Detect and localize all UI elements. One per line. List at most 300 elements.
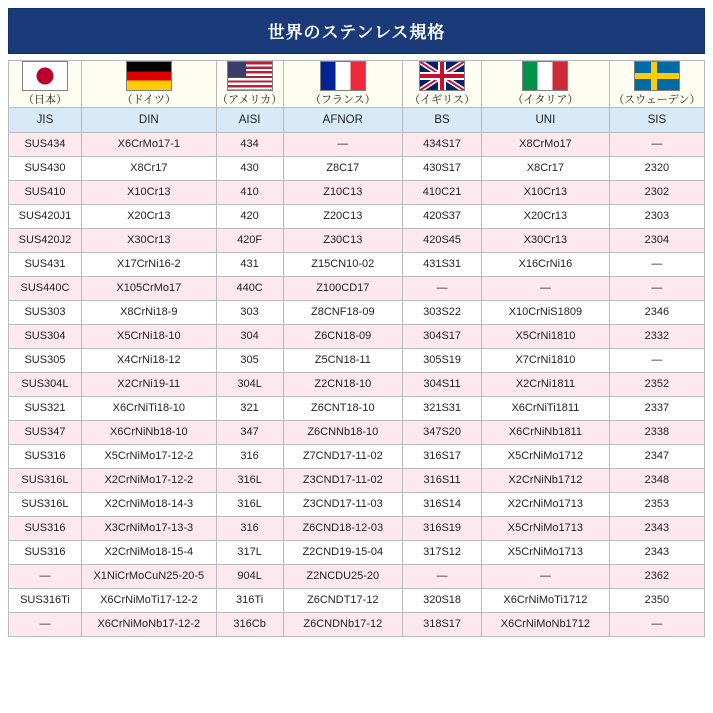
- cell-value: X4CrNi18-12: [117, 354, 181, 367]
- cell-value: 434: [240, 138, 259, 151]
- standard-label: UNI: [535, 113, 556, 126]
- cell-value: 316: [240, 450, 259, 463]
- cell-value: Z7CND17-11-02: [302, 450, 383, 463]
- table-row: [9, 133, 705, 157]
- cell-value: X5CrNiMo1713: [507, 546, 583, 559]
- table-cell: [216, 397, 283, 421]
- cell-value: 316Ti: [236, 594, 264, 607]
- table-cell: [609, 301, 704, 325]
- table-cell: [9, 253, 82, 277]
- table-row: [9, 445, 705, 469]
- cell-value: 904L: [237, 570, 262, 583]
- table-cell: [216, 133, 283, 157]
- table-cell: [9, 133, 82, 157]
- table-cell: [403, 229, 482, 253]
- cell-value: 2337: [644, 402, 670, 415]
- cell-value: 2348: [644, 474, 670, 487]
- table-cell: [609, 229, 704, 253]
- table-cell: [609, 613, 704, 637]
- standard-header-cell: [81, 108, 216, 133]
- table-cell: [216, 229, 283, 253]
- cell-value: 2347: [644, 450, 670, 463]
- table-cell: [216, 157, 283, 181]
- table-row: [9, 325, 705, 349]
- cell-value: SUS420J1: [18, 210, 72, 223]
- cell-value: X6CrNiNb18-10: [109, 426, 188, 439]
- table-cell: [609, 373, 704, 397]
- table-row: [9, 301, 705, 325]
- table-cell: [216, 181, 283, 205]
- standard-label: BS: [434, 113, 450, 126]
- table-cell: [283, 493, 403, 517]
- cell-value: X1NiCrMoCuN25-20-5: [93, 570, 205, 583]
- table-cell: [81, 133, 216, 157]
- table-cell: [283, 133, 403, 157]
- cell-value: 420S45: [423, 234, 462, 247]
- standard-header-cell: [9, 108, 82, 133]
- cell-value: Z3CND17-11-03: [302, 498, 383, 511]
- table-cell: [482, 493, 610, 517]
- table-cell: [609, 157, 704, 181]
- table-cell: [9, 493, 82, 517]
- table-cell: [216, 469, 283, 493]
- cell-value: X5CrNiMo1712: [507, 450, 583, 463]
- standard-label: SIS: [647, 113, 667, 126]
- table-cell: [9, 277, 82, 301]
- cell-value: Z20C13: [323, 210, 363, 223]
- table-cell: [216, 421, 283, 445]
- table-cell: [403, 277, 482, 301]
- table-cell: [283, 421, 403, 445]
- table-cell: [81, 205, 216, 229]
- cell-value: Z2CN18-10: [314, 378, 372, 391]
- table-cell: [403, 157, 482, 181]
- table-cell: [81, 493, 216, 517]
- table-cell: [403, 133, 482, 157]
- cell-value: Z5CN18-11: [314, 354, 371, 367]
- cell-value: 304S11: [423, 378, 461, 391]
- table-cell: [403, 397, 482, 421]
- country-label: （イギリス）: [409, 94, 475, 107]
- standard-header-cell: [283, 108, 403, 133]
- cell-value: X6CrNiMoNb17-12-2: [97, 618, 201, 631]
- cell-value: —: [651, 618, 663, 631]
- standard-label: JIS: [36, 113, 54, 126]
- table-cell: [81, 421, 216, 445]
- cell-value: —: [651, 354, 663, 367]
- cell-value: SUS410: [24, 186, 66, 199]
- table-cell: [216, 277, 283, 301]
- cell-value: Z10C13: [323, 186, 363, 199]
- cell-value: X2CrNiMo18-15-4: [104, 546, 194, 559]
- cell-value: X6CrNiTi1811: [511, 402, 580, 415]
- table-cell: [81, 229, 216, 253]
- cell-value: SUS304: [24, 330, 66, 343]
- country-header-cell: [283, 61, 403, 108]
- cell-value: Z6CND18-12-03: [302, 522, 384, 535]
- table-cell: [9, 541, 82, 565]
- cell-value: 316S19: [423, 522, 462, 535]
- cell-value: X6CrNiMoTi1712: [503, 594, 588, 607]
- table-cell: [482, 517, 610, 541]
- cell-value: SUS316L: [21, 498, 69, 511]
- cell-value: —: [39, 618, 51, 631]
- table-cell: [81, 253, 216, 277]
- cell-value: X7CrNi1810: [515, 354, 576, 367]
- cell-value: Z3CND17-11-02: [302, 474, 383, 487]
- table-row: [9, 181, 705, 205]
- table-cell: [9, 589, 82, 613]
- table-cell: [609, 589, 704, 613]
- table-cell: [81, 445, 216, 469]
- cell-value: SUS305: [24, 354, 66, 367]
- cell-value: 2320: [644, 162, 670, 175]
- cell-value: 2353: [644, 498, 670, 511]
- cell-value: 320S18: [423, 594, 462, 607]
- cell-value: X2CrNi1811: [515, 378, 575, 391]
- country-label: （スウェーデン）: [613, 94, 701, 107]
- cell-value: 316Cb: [233, 618, 266, 631]
- table-cell: [482, 325, 610, 349]
- table-cell: [403, 613, 482, 637]
- table-cell: [81, 397, 216, 421]
- table-row: [9, 541, 705, 565]
- cell-value: 410: [240, 186, 259, 199]
- country-header-row: [9, 61, 705, 108]
- cell-value: SUS347: [24, 426, 66, 439]
- table-cell: [403, 373, 482, 397]
- table-cell: [609, 541, 704, 565]
- cell-value: SUS321: [24, 402, 66, 415]
- cell-value: 303S22: [423, 306, 462, 319]
- table-cell: [403, 565, 482, 589]
- table-cell: [9, 565, 82, 589]
- page-title: 世界のステンレス規格: [8, 8, 705, 54]
- table-cell: [81, 613, 216, 637]
- cell-value: 316S11: [423, 474, 461, 487]
- cell-value: X5CrNi18-10: [117, 330, 181, 343]
- cell-value: Z100CD17: [316, 282, 370, 295]
- table-cell: [9, 469, 82, 493]
- table-cell: [403, 349, 482, 373]
- table-cell: [81, 589, 216, 613]
- table-cell: [283, 589, 403, 613]
- cell-value: SUS420J2: [18, 234, 72, 247]
- cell-value: —: [337, 138, 349, 151]
- table-cell: [609, 349, 704, 373]
- cell-value: 316S17: [423, 450, 462, 463]
- table-cell: [403, 493, 482, 517]
- table-cell: [9, 301, 82, 325]
- standard-header-cell: [482, 108, 610, 133]
- table-row: [9, 397, 705, 421]
- table-cell: [609, 445, 704, 469]
- cell-value: 431S31: [423, 258, 462, 271]
- table-cell: [216, 541, 283, 565]
- table-cell: [283, 349, 403, 373]
- table-cell: [283, 517, 403, 541]
- cell-value: 2343: [644, 546, 670, 559]
- table-cell: [609, 397, 704, 421]
- table-cell: [216, 301, 283, 325]
- cell-value: 316L: [237, 474, 262, 487]
- cell-value: 2346: [644, 306, 670, 319]
- table-cell: [482, 133, 610, 157]
- table-cell: [283, 301, 403, 325]
- table-cell: [216, 445, 283, 469]
- country-header-cell: [482, 61, 610, 108]
- table-cell: [216, 205, 283, 229]
- uk-flag: [419, 61, 465, 91]
- table-cell: [283, 565, 403, 589]
- table-cell: [482, 613, 610, 637]
- table-row: [9, 469, 705, 493]
- cell-value: 2332: [644, 330, 670, 343]
- table-row: [9, 517, 705, 541]
- cell-value: 321S31: [423, 402, 462, 415]
- table-cell: [609, 517, 704, 541]
- cell-value: X8Cr17: [130, 162, 168, 175]
- cell-value: SUS316Ti: [20, 594, 70, 607]
- cell-value: X2CrNiMo17-12-2: [104, 474, 194, 487]
- cell-value: X8CrMo17: [519, 138, 572, 151]
- table-cell: [609, 493, 704, 517]
- cell-value: SUS316L: [21, 474, 69, 487]
- cell-value: 2304: [644, 234, 670, 247]
- cell-value: 431: [240, 258, 259, 271]
- table-cell: [403, 253, 482, 277]
- cell-value: 434S17: [423, 138, 462, 151]
- table-cell: [81, 277, 216, 301]
- cell-value: 347: [240, 426, 259, 439]
- table-cell: [482, 565, 610, 589]
- cell-value: 2350: [644, 594, 670, 607]
- cell-value: Z6CNT18-10: [311, 402, 375, 415]
- cell-value: —: [436, 570, 448, 583]
- cell-value: 317L: [237, 546, 262, 559]
- table-cell: [609, 205, 704, 229]
- cell-value: SUS316: [24, 450, 66, 463]
- japan-flag: [22, 61, 68, 91]
- table-cell: [482, 541, 610, 565]
- table-cell: [482, 157, 610, 181]
- table-cell: [9, 421, 82, 445]
- table-cell: [283, 373, 403, 397]
- standard-header-row: [9, 108, 705, 133]
- cell-value: 2302: [644, 186, 670, 199]
- cell-value: 303: [240, 306, 259, 319]
- table-cell: [482, 277, 610, 301]
- germany-flag: [126, 61, 172, 91]
- table-cell: [216, 613, 283, 637]
- cell-value: 2352: [644, 378, 670, 391]
- table-row: [9, 613, 705, 637]
- cell-value: —: [651, 282, 663, 295]
- table-cell: [482, 229, 610, 253]
- table-row: [9, 205, 705, 229]
- table-row: [9, 157, 705, 181]
- standard-header-cell: [609, 108, 704, 133]
- cell-value: X5CrNiMo17-12-2: [104, 450, 194, 463]
- table-cell: [81, 181, 216, 205]
- table-cell: [609, 469, 704, 493]
- standard-header-cell: [216, 108, 283, 133]
- cell-value: X3CrNiMo17-13-3: [104, 522, 194, 535]
- table-cell: [609, 253, 704, 277]
- cell-value: 430S17: [423, 162, 462, 175]
- cell-value: X20Cr13: [127, 210, 171, 223]
- standard-label: DIN: [138, 113, 159, 126]
- table-body: [9, 61, 705, 637]
- table-cell: [9, 397, 82, 421]
- table-cell: [81, 325, 216, 349]
- cell-value: X2CrNiNb1712: [508, 474, 583, 487]
- cell-value: X2CrNi19-11: [117, 378, 181, 391]
- cell-value: X16CrNi16: [518, 258, 573, 271]
- table-cell: [216, 517, 283, 541]
- cell-value: 410C21: [422, 186, 462, 199]
- cell-value: 2303: [644, 210, 670, 223]
- cell-value: Z2NCDU25-20: [306, 570, 380, 583]
- cell-value: 316L: [237, 498, 262, 511]
- cell-value: SUS440C: [20, 282, 70, 295]
- cell-value: 440C: [236, 282, 263, 295]
- table-row: [9, 421, 705, 445]
- table-cell: [9, 229, 82, 253]
- table-cell: [403, 325, 482, 349]
- table-cell: [216, 253, 283, 277]
- table-cell: [9, 181, 82, 205]
- cell-value: 305S19: [423, 354, 462, 367]
- table-row: [9, 277, 705, 301]
- table-cell: [482, 301, 610, 325]
- table-cell: [609, 565, 704, 589]
- table-cell: [482, 253, 610, 277]
- table-cell: [403, 589, 482, 613]
- table-cell: [609, 325, 704, 349]
- table-cell: [9, 373, 82, 397]
- table-cell: [81, 349, 216, 373]
- table-cell: [216, 565, 283, 589]
- table-row: [9, 493, 705, 517]
- cell-value: —: [539, 570, 551, 583]
- cell-value: X6CrNiTi18-10: [112, 402, 185, 415]
- cell-value: 304: [240, 330, 259, 343]
- cell-value: 318S17: [423, 618, 462, 631]
- table-cell: [403, 469, 482, 493]
- cell-value: Z8CNF18-09: [311, 306, 375, 319]
- table-cell: [283, 253, 403, 277]
- table-cell: [81, 517, 216, 541]
- table-cell: [283, 157, 403, 181]
- sweden-flag: [634, 61, 680, 91]
- table-cell: [9, 445, 82, 469]
- table-cell: [283, 541, 403, 565]
- cell-value: 430: [240, 162, 259, 175]
- cell-value: Z2CND19-15-04: [302, 546, 384, 559]
- table-cell: [283, 469, 403, 493]
- cell-value: Z6CN18-09: [314, 330, 372, 343]
- table-cell: [482, 421, 610, 445]
- cell-value: X2CrNiMo1713: [507, 498, 583, 511]
- cell-value: —: [651, 258, 663, 271]
- cell-value: Z6CNNb18-10: [307, 426, 379, 439]
- cell-value: SUS434: [24, 138, 66, 151]
- cell-value: X10Cr13: [523, 186, 568, 199]
- cell-value: 316: [240, 522, 259, 535]
- cell-value: 316S14: [423, 498, 462, 511]
- table-cell: [216, 349, 283, 373]
- country-header-cell: [609, 61, 704, 108]
- table-cell: [9, 517, 82, 541]
- cell-value: 347S20: [423, 426, 462, 439]
- table-cell: [482, 349, 610, 373]
- cell-value: SUS316: [24, 546, 66, 559]
- table-cell: [81, 373, 216, 397]
- cell-value: 420S37: [423, 210, 462, 223]
- table-cell: [283, 445, 403, 469]
- table-cell: [9, 157, 82, 181]
- cell-value: SUS430: [24, 162, 66, 175]
- cell-value: SUS303: [24, 306, 66, 319]
- standard-label: AISI: [238, 113, 261, 126]
- table-cell: [81, 565, 216, 589]
- table-cell: [482, 469, 610, 493]
- cell-value: 2343: [644, 522, 670, 535]
- table-cell: [81, 301, 216, 325]
- country-header-cell: [81, 61, 216, 108]
- table-cell: [216, 493, 283, 517]
- cell-value: 420F: [237, 234, 263, 247]
- table-row: [9, 373, 705, 397]
- country-label: （日本）: [22, 94, 67, 107]
- cell-value: 321: [240, 402, 259, 415]
- cell-value: X5CrNiMo1713: [507, 522, 583, 535]
- cell-value: X8CrNi18-9: [120, 306, 178, 319]
- table-cell: [482, 445, 610, 469]
- table-cell: [283, 205, 403, 229]
- table-cell: [403, 301, 482, 325]
- table-cell: [283, 181, 403, 205]
- cell-value: X17CrNi16-2: [117, 258, 181, 271]
- table-cell: [9, 349, 82, 373]
- cell-value: X10Cr13: [127, 186, 171, 199]
- cell-value: X2CrNiMo18-14-3: [104, 498, 194, 511]
- table-row: [9, 349, 705, 373]
- cell-value: X5CrNi1810: [515, 330, 576, 343]
- table-cell: [403, 517, 482, 541]
- table-cell: [9, 205, 82, 229]
- france-flag: [320, 61, 366, 91]
- table-cell: [403, 421, 482, 445]
- table-cell: [482, 397, 610, 421]
- table-row: [9, 589, 705, 613]
- table-cell: [609, 181, 704, 205]
- cell-value: X105CrMo17: [116, 282, 182, 295]
- cell-value: X6CrNiNb1811: [508, 426, 582, 439]
- table-cell: [482, 373, 610, 397]
- table-cell: [81, 157, 216, 181]
- cell-value: X10CrNiS1809: [508, 306, 583, 319]
- standard-label: AFNOR: [322, 113, 363, 126]
- cell-value: SUS316: [24, 522, 66, 535]
- cell-value: X8Cr17: [526, 162, 565, 175]
- country-header-cell: [403, 61, 482, 108]
- table-cell: [283, 229, 403, 253]
- table-cell: [482, 181, 610, 205]
- table-cell: [283, 613, 403, 637]
- cell-value: Z6CNDNb17-12: [303, 618, 383, 631]
